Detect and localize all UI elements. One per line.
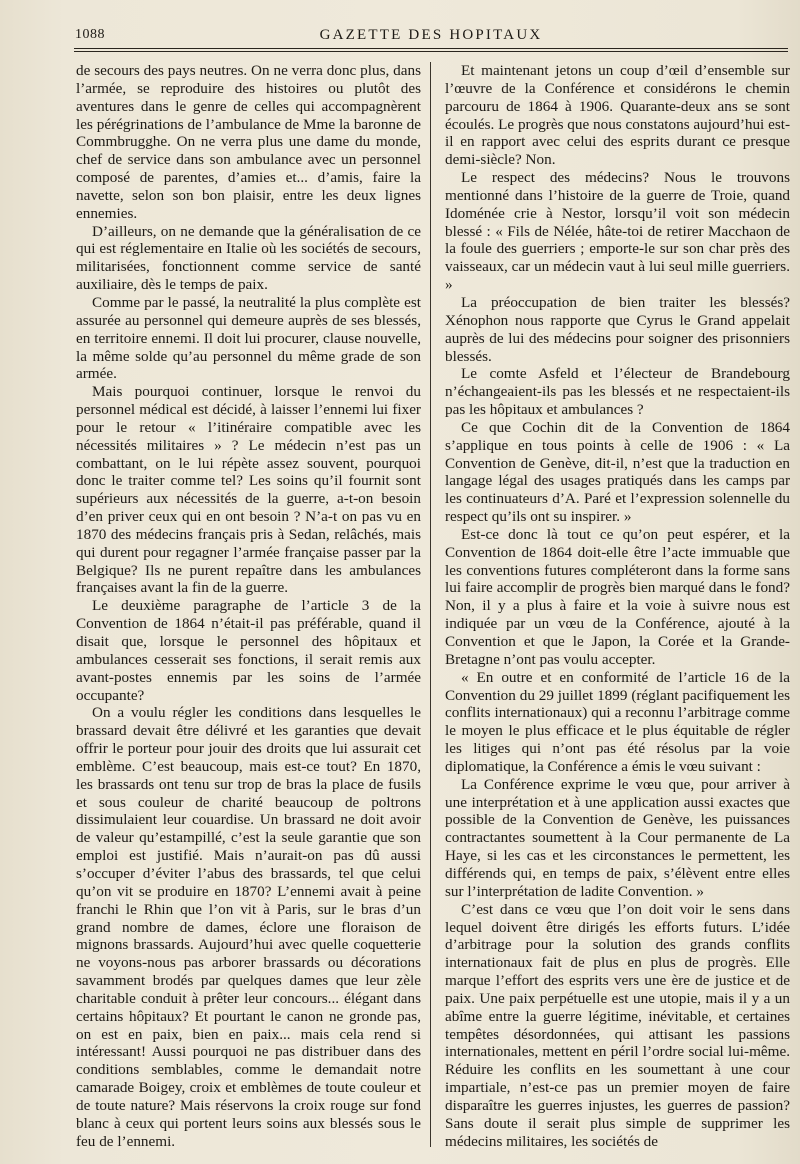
paragraph: On a voulu régler les conditions dans lesquelles le brassard devait être délivré et les garanties que devait offrir le porteur pour jouir des droits que lui assurait cet emblème. C’est beaucoup, mais est-ce tout? En 1870, les brassards ont tenu sur trop de bras la place de fusils et sous couleur de charité beaucoup de poltrons dissimulaient leur couardise. Un brassard ne doit avoir de valeur qu’estampillé, c’est la seule garantie que son emploi est justifié. Mais n’aurait-on pas dû aussi s’occuper d’éviter l’abus des brassards, tel que celui qu’on vit se produire en 1870? L’ennemi avait à peine franchi le Rhin que l’on vit à Paris, sur le bras d’un grand nombre de dames, éclore une floraison de mignons brassards. Aujourd’hui avec quelle coquetterie ne voyons-nous pas arborer brassards ou décorations savamment brodés par quelques dames que leur zèle charitable conduit à prêter leur concours... élégant dans certains hôpitaux? Et pourtant le canon ne gronde pas, on est en paix, bien en paix... mais cela rend si intéressant! Aussi pourquoi ne pas distribuer dans des conditions semblables, comme le demandait notre camarade Boigey, croix et emblèmes de toute couleur et de toute nature? Mais réservons la croix rouge sur fond blanc à ceux qui portent leurs soins aux blessés sous le feu de l’ennemi. — [76, 704, 421, 1150]
paragraph: Le respect des médecins? Nous le trouvons mentionné dans l’histoire de la guerre de Troie, quand Idoménée crie à Nestor, lorsqu’il voit son médecin blessé : « Fils de Nélée, hâte-toi de retirer Macchaon de la foule des guerriers ; emporte-le sur son char près des vaisseaux, car un médecin vaut à lui seul mille guerriers. » — [445, 169, 790, 294]
paragraph: « En outre et en conformité de l’article 16 de la Convention du 29 juillet 1899 (réglant pacifiquement les conflits internationaux) qui a reconnu l’arbitrage comme le moyen le plus efficace et le plus équitable de régler les litiges qui n’ont pas été résolus par la voie diplomatique, la Conférence a émis le vœu suivant : — [445, 668, 790, 775]
paragraph: C’est dans ce vœu que l’on doit voir le sens dans lequel doivent être dirigés les efforts futurs. L’idée d’arbitrage pour la solution des grands conflits internationaux fait de plus en plus de progrès. Elle marque l’effort des esprits vers une ère de justice et de paix. Une paix perpétuelle est une utopie, mais il y a un abîme entre la guerre légitime, inévitable, et certaines tempêtes désordonnées, qui attisant les passions internationales, mettent en péril l’ordre social lui-même. Réduire les conflits en les soumettant à une cour impartiale, n’est-ce pas un premier moyen de faire disparaître les guerres injustes, les guerres de passion? Sans doute il serait plus simple de supprimer les médecins militaires, les sociétés de — [445, 900, 790, 1150]
paragraph: Comme par le passé, la neutralité la plus complète est assurée au personnel qui demeure auprès de ses blessés, en territoire ennemi. Il doit lui procurer, clause nouvelle, la même solde qu’au personnel du même grade de son armée. — [76, 293, 421, 383]
header-rule-thin — [74, 51, 788, 52]
paragraph: Le deuxième paragraphe de l’article 3 de la Convention de 1864 n’était-il pas préférable, quand il disait que, lorsque le personnel des hôpitaux et ambulances cesserait ses fonctions, il serait remis aux avant-postes ennemis par les soins de l’armée occupante? — [76, 597, 421, 704]
paragraph: Et maintenant jetons un coup d’œil d’ensemble sur l’œuvre de la Conférence et considérons le chemin parcouru de 1864 à 1906. Quarante-deux ans se sont écoulés. Le progrès que nous constatons aujourd’hui est-il en rapport avec celui des esprits durant ce presque demi-siècle? Non. — [445, 62, 791, 169]
paragraph: Ce que Cochin dit de la Convention de 1864 s’applique en tous points à celle de 1906 : « La Convention de Genève, dit-il, n’est que la traduction en langage légal des usages pratiqués dans les camps par les continuateurs d’A. Paré et l’expression solennelle du respect qu’ils ont su inspirer. » — [445, 418, 790, 526]
paragraph: La Conférence exprime le vœu que, pour arriver à une interprétation et à une application aussi exactes que possible de la Convention de Genève, les puissances contractantes soumettent à la Cour permanente de La Haye, si les cas et les circonstances le permettent, les différends qui, en temps de paix, s’élèvent entre elles sur l’interprétation de ladite Convention. » — [445, 775, 790, 900]
page-header — [75, 27, 787, 49]
paragraph: Mais pourquoi continuer, lorsque le renvoi du personnel médical est décidé, à laisser l’ennemi lui fixer pour le retour « l’itinéraire compatible avec les nécessités militaires » ? Le médecin n’est pas un combattant, on le lui répète assez souvent, pourquoi donc le traiter comme tel? Les soins qu’il fournit sont supérieurs aux nécessités de la guerre, a-t-on besoin d’en priver ceux qui en ont besoin ? N’a-t on pas vu en 1870 des médecins français pris à Sedan, relâchés, mais qui durent pour regagner l’armée française passer par la Belgique? Ils ne purent repaître dans les ambulances françaises avant la fin de la guerre. — [76, 383, 421, 597]
paragraph: D’ailleurs, on ne demande que la généralisation de ce qui est réglementaire en Italie où les sociétés de secours, militarisées, fonctionnent comme service de santé auxiliaire, dès le temps de paix. — [76, 222, 421, 294]
journal-title: GAZETTE DES HOPITAUX — [319, 27, 543, 43]
paragraph: La préoccupation de bien traiter les blessés? Xénophon nous rapporte que Cyrus le Grand appelait auprès de lui des médecins pour soigner des prisonniers blessés. — [445, 293, 790, 365]
page-number: 1088 — [75, 27, 105, 42]
header-rule — [74, 48, 788, 49]
right-column — [445, 62, 790, 1150]
paragraph: de secours des pays neutres. On ne verra donc plus, dans l’armée, se reproduire des histoires ou plutôt des aventures dans le genre de celles qui accompagnèrent les pérégrinations de l’ambulance de Mme la baronne de Commbrugghe. On ne verra plus une dame du monde, chef de service dans son ambulance avec un personnel composé de parentes, d’amies et... d’amis, faire la navette, selon son bon plaisir, entre les deux lignes ennemies. — [76, 62, 421, 222]
paragraph: Le comte Asfeld et l’électeur de Brandebourg n’échangeaient-ils pas les blessés et ne respectaient-ils pas les hôpitaux et ambulances ? — [445, 365, 790, 419]
paragraph: Est-ce donc là tout ce qu’on peut espérer, et la Convention de 1864 doit-elle être l’acte immuable que les conventions futures compléteront dans la forme sans lui faire accomplir de progrès bien marqué dans le fond? Non, il y a plus à faire et la voie à suivre nous est indiquée par un vœu de la Conférence, ajouté à la Convention et que le Japon, la Corée et la Grande-Bretagne n’ont pas voulu accepter. — [445, 525, 790, 668]
left-column — [76, 62, 421, 1150]
column-divider — [430, 62, 431, 1147]
